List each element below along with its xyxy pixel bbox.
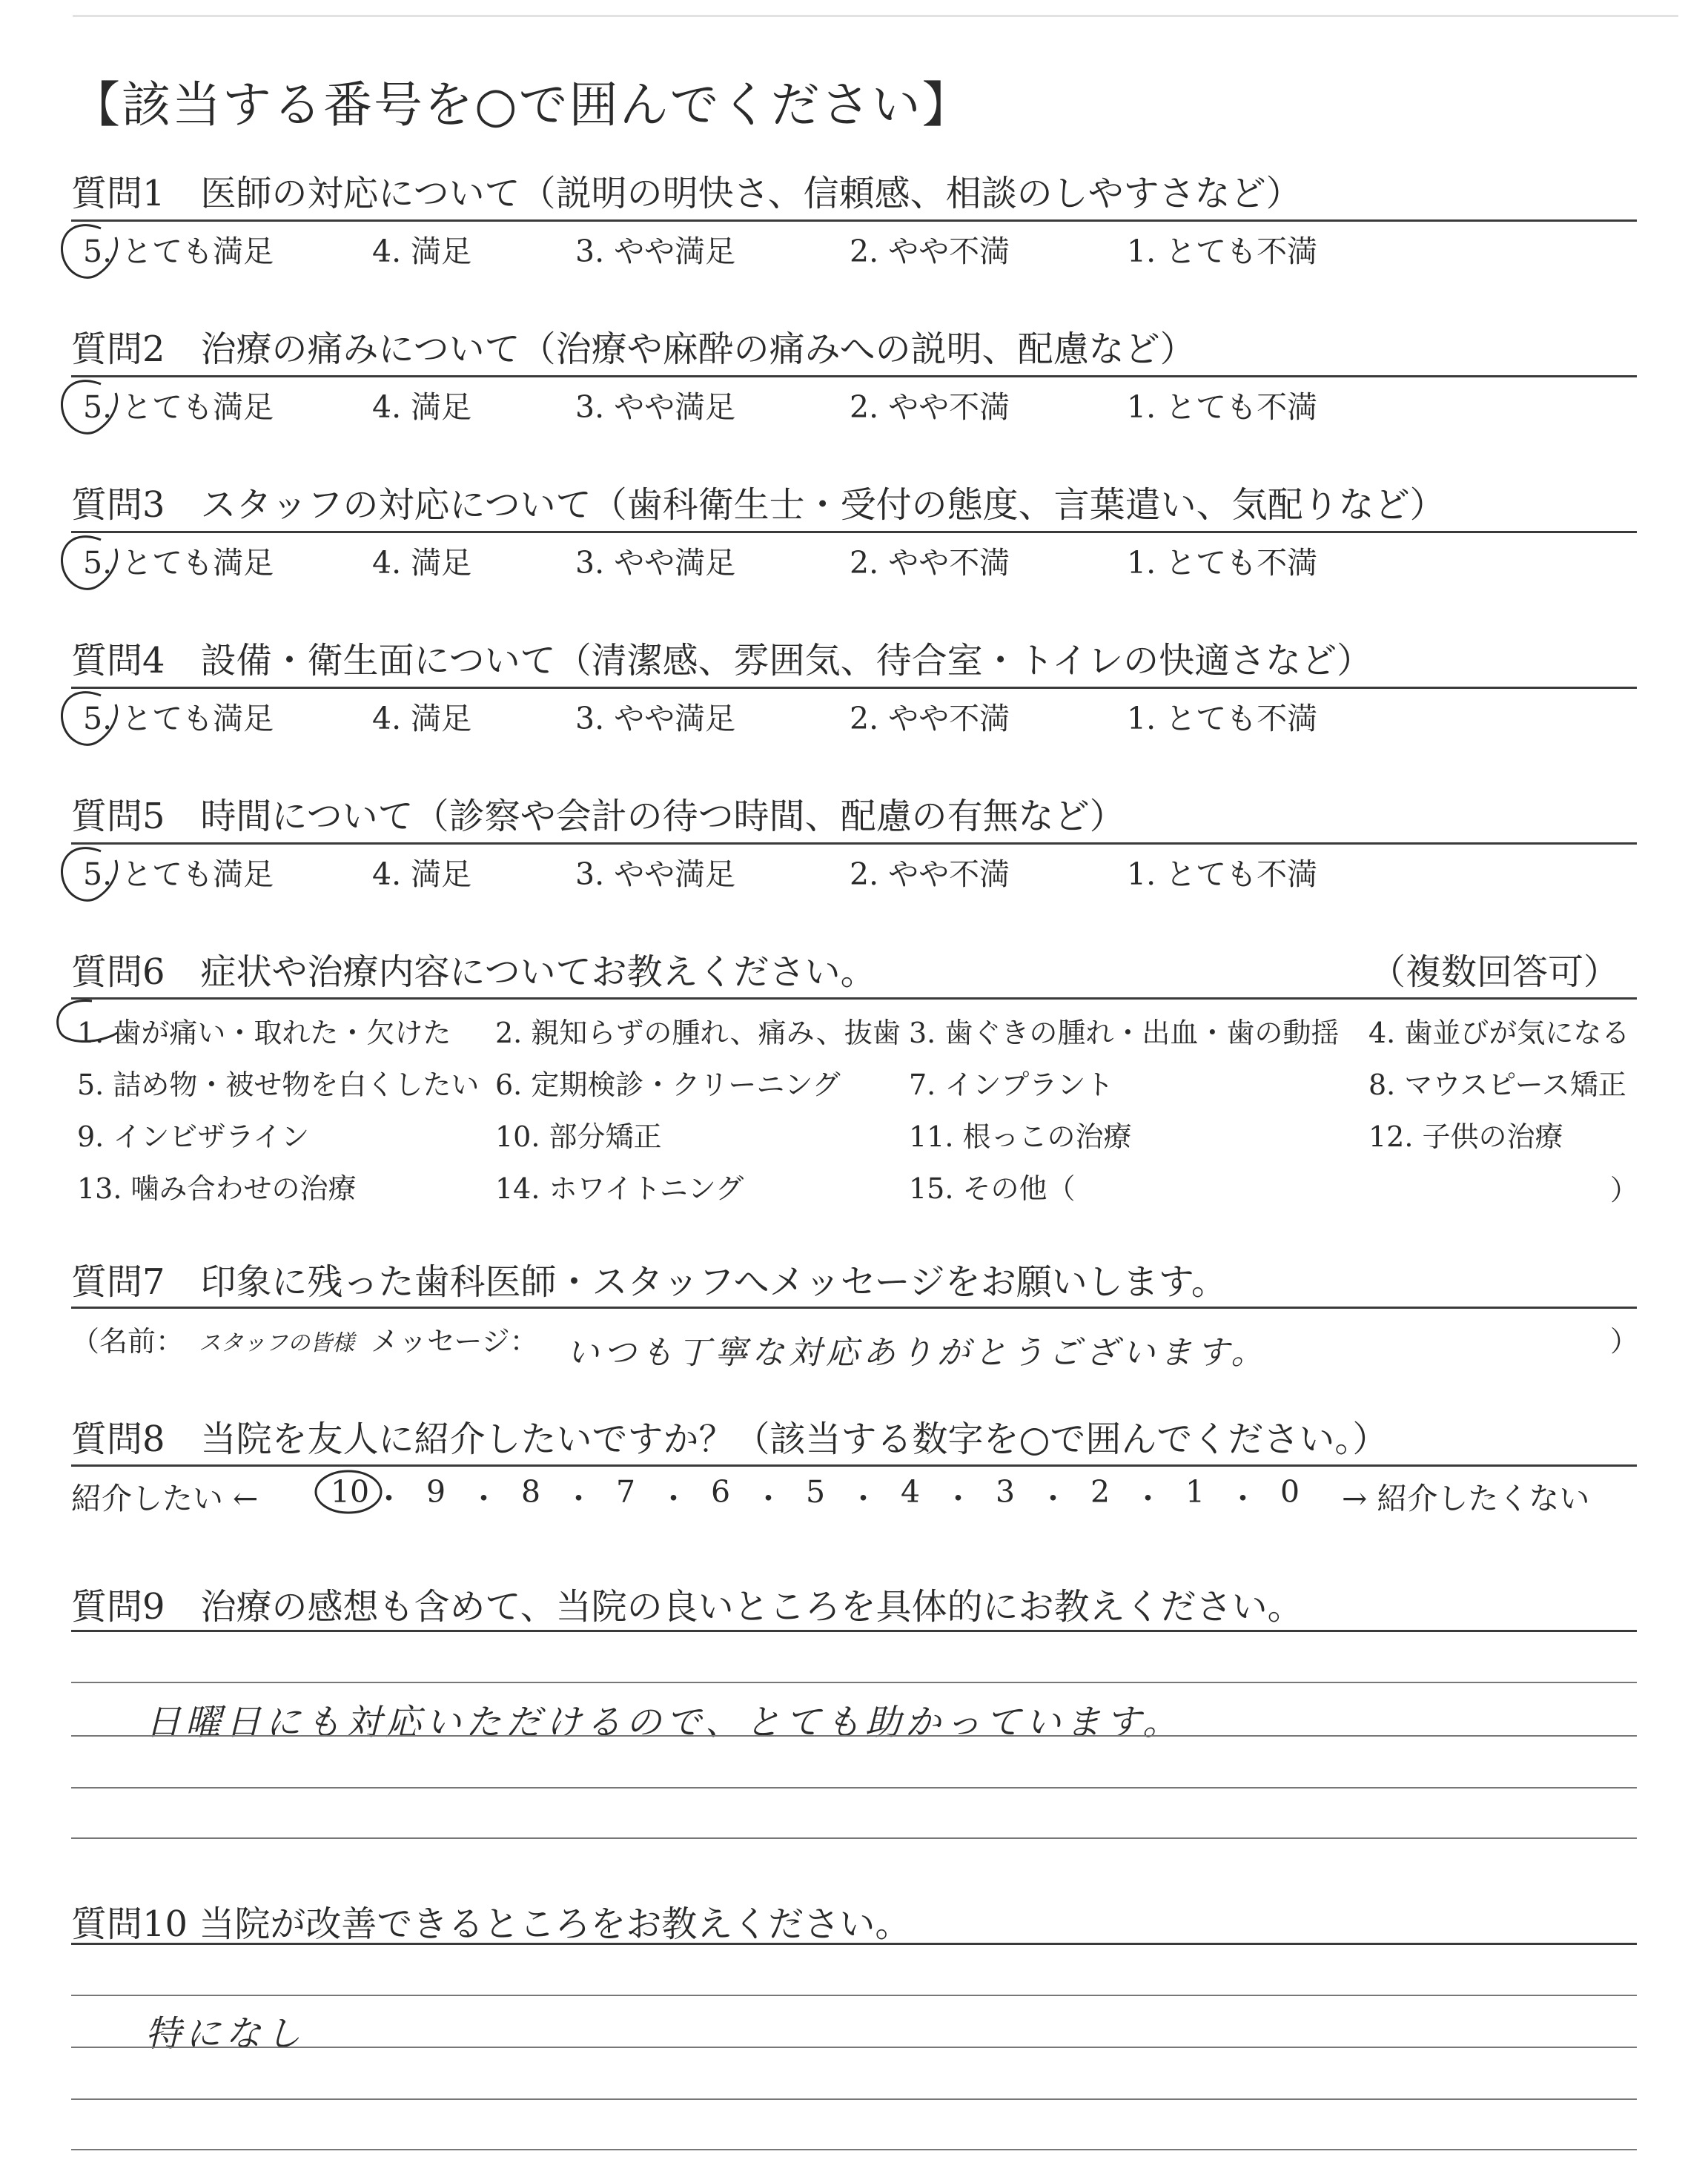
q1-rule (71, 219, 1637, 222)
q8-separator: ・ (658, 1481, 689, 1516)
q7-name-label: （名前： (71, 1325, 185, 1358)
q7-message-value: いつも丁寧な対応ありがとうございます。 (566, 1334, 1268, 1372)
q9-rule (71, 1630, 1637, 1632)
q8-scale-6: 6 (710, 1474, 731, 1510)
q2-option-4: 4. 満足 (372, 389, 472, 425)
q8-separator: ・ (374, 1481, 404, 1516)
q2-selection-circle (52, 368, 141, 449)
q10-answer: 特になし (145, 2013, 306, 2055)
q1-option-1: 1. とても不満 (1127, 234, 1318, 269)
q8-title: 質問8 当院を友人に紹介したいですか？（該当する数字を○で囲んでください。） (71, 1418, 1388, 1460)
q9-line-1 (71, 1682, 1637, 1683)
q5-option-3: 3. やや満足 (575, 856, 736, 892)
q6-rule (71, 997, 1637, 1000)
q6-option-4: 4. 歯並びが気になる (1368, 1017, 1630, 1049)
q3-option-4: 4. 満足 (372, 545, 472, 581)
q6-option-8: 8. マウスピース矯正 (1368, 1069, 1626, 1101)
q8-scale-8: 8 (520, 1474, 541, 1510)
q3-selection-circle (52, 524, 141, 605)
q4-option-3: 3. やや満足 (575, 701, 736, 736)
q6-option-13: 13. 噛み合わせの治療 (77, 1172, 357, 1205)
q2-title: 質問2 治療の痛みについて（治療や麻酔の痛みへの説明、配慮など） (71, 328, 1196, 370)
q6-option-7: 7. インプラント (909, 1069, 1114, 1101)
q8-scale-7: 7 (615, 1474, 636, 1510)
q4-option-1: 1. とても不満 (1127, 701, 1318, 736)
q6-title: 質問6 症状や治療内容についてお教えください。 (71, 951, 876, 993)
q6-option-10: 10. 部分矯正 (495, 1120, 662, 1153)
q8-scale-0: 0 (1280, 1474, 1300, 1510)
q8-left-label: 紹介したい ← (71, 1481, 259, 1516)
q6-note: （複数回答可） (1370, 951, 1620, 993)
q6-option-5: 5. 詰め物・被せ物を白くしたい (77, 1069, 480, 1101)
q6-option-14: 14. ホワイトニング (495, 1172, 744, 1205)
q6-selection-circle (47, 994, 129, 1053)
q1-selection-circle (52, 212, 141, 294)
q3-option-2: 2. やや不満 (850, 545, 1010, 581)
q2-option-5: 5. とても満足 (83, 389, 274, 425)
q2-option-3: 3. やや満足 (575, 389, 736, 425)
q6-option-9: 9. インビザライン (77, 1120, 310, 1153)
q3-title: 質問3 スタッフの対応について（歯科衛生士・受付の態度、言葉遣い、気配りなど） (71, 484, 1446, 526)
q2-option-2: 2. やや不満 (850, 389, 1010, 425)
q5-option-4: 4. 満足 (372, 856, 472, 892)
q8-separator: ・ (848, 1481, 878, 1516)
q6-other-close: ） (1610, 1174, 1639, 1206)
q6-option-15: 15. その他（ (909, 1172, 1076, 1205)
q8-scale-1: 1 (1185, 1474, 1205, 1510)
q8-right-label: → 紹介したくない (1342, 1481, 1590, 1516)
q1-option-3: 3. やや満足 (575, 234, 736, 269)
q7-title: 質問7 印象に残った歯科医師・スタッフへメッセージをお願いします。 (71, 1261, 1227, 1303)
q10-line-1 (71, 1995, 1637, 1996)
q8-scale-10: 10 (330, 1474, 370, 1510)
q9-line-3 (71, 1787, 1637, 1789)
q3-option-3: 3. やや満足 (575, 545, 736, 581)
q8-scale-4: 4 (900, 1474, 921, 1510)
q6-option-2: 2. 親知らずの腫れ、痛み、抜歯 (495, 1017, 901, 1049)
q4-selection-circle (52, 679, 141, 761)
q3-option-1: 1. とても不満 (1127, 545, 1318, 581)
q9-title: 質問9 治療の感想も含めて、当院の良いところを具体的にお教えください。 (71, 1586, 1303, 1628)
q4-title: 質問4 設備・衛生面について（清潔感、雰囲気、待合室・トイレの快適さなど） (71, 640, 1373, 681)
q3-rule (71, 531, 1637, 533)
q9-line-2 (71, 1735, 1637, 1737)
q3-option-5: 5. とても満足 (83, 545, 274, 581)
q9-line-4 (71, 1837, 1637, 1839)
q8-scale-5: 5 (805, 1474, 826, 1510)
q8-separator: ・ (1038, 1481, 1068, 1516)
q1-option-5: 5. とても満足 (83, 234, 274, 269)
q5-selection-circle (52, 835, 141, 916)
q9-answer: 日曜日にも対応いただけるので、とても助かっています。 (145, 1702, 1183, 1743)
q5-option-2: 2. やや不満 (850, 856, 1010, 892)
q4-option-4: 4. 満足 (372, 701, 472, 736)
q10-line-2 (71, 2047, 1637, 2048)
q1-title: 質問1 医師の対応について（説明の明快さ、信頼感、相談のしやすさなど） (71, 173, 1302, 214)
q5-option-1: 1. とても不満 (1127, 856, 1318, 892)
q5-rule (71, 842, 1637, 845)
q8-selection-circle (310, 1465, 391, 1520)
q6-option-11: 11. 根っこの治療 (909, 1120, 1132, 1153)
q2-rule (71, 375, 1637, 377)
q8-separator: ・ (1228, 1481, 1258, 1516)
q2-option-1: 1. とても不満 (1127, 389, 1318, 425)
q10-rule (71, 1943, 1637, 1945)
q7-message-label: メッセージ： (371, 1325, 538, 1358)
q8-rule (71, 1464, 1637, 1467)
q1-option-4: 4. 満足 (372, 234, 472, 269)
page-title: 【該当する番号を○で囲んでください】 (71, 76, 973, 133)
q6-option-12: 12. 子供の治療 (1368, 1120, 1563, 1153)
q7-rule (71, 1307, 1637, 1309)
q8-separator: ・ (943, 1481, 973, 1516)
q4-option-5: 5. とても満足 (83, 701, 274, 736)
q10-line-3 (71, 2098, 1637, 2100)
q8-separator: ・ (469, 1481, 499, 1516)
q8-separator: ・ (753, 1481, 784, 1516)
q6-option-6: 6. 定期検診・クリーニング (495, 1069, 841, 1101)
q4-option-2: 2. やや不満 (850, 701, 1010, 736)
q6-option-3: 3. 歯ぐきの腫れ・出血・歯の動揺 (909, 1017, 1340, 1049)
q5-option-5: 5. とても満足 (83, 856, 274, 892)
q4-rule (71, 687, 1637, 689)
q6-option-1: 1. 歯が痛い・取れた・欠けた (77, 1017, 451, 1049)
q1-option-2: 2. やや不満 (850, 234, 1010, 269)
q8-separator: ・ (1133, 1481, 1163, 1516)
q7-name-value: スタッフの皆様 (199, 1330, 354, 1356)
q8-scale-3: 3 (995, 1474, 1016, 1510)
q5-title: 質問5 時間について（診察や会計の待つ時間、配慮の有無など） (71, 796, 1125, 837)
q7-close: ） (1610, 1325, 1639, 1358)
q8-separator: ・ (563, 1481, 594, 1516)
top-edge-line (73, 15, 1678, 17)
q8-scale-9: 9 (426, 1474, 446, 1510)
q10-line-4 (71, 2149, 1637, 2150)
q10-title: 質問10 当院が改善できるところをお教えください。 (71, 1903, 911, 1945)
q8-scale-2: 2 (1090, 1474, 1110, 1510)
